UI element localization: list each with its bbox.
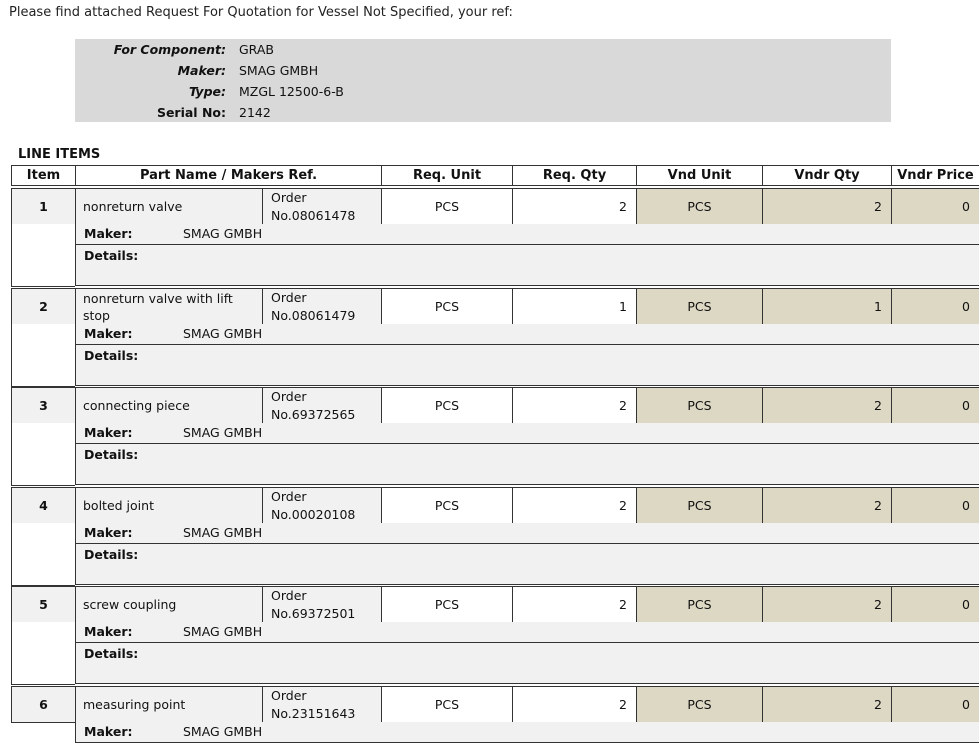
vndr-price-input[interactable]: 0 <box>891 586 979 623</box>
maker-row <box>75 423 979 444</box>
part-name: screw coupling <box>75 586 263 623</box>
part-name: measuring point <box>75 686 263 723</box>
line-items-title: LINE ITEMS <box>18 147 101 162</box>
part-name: connecting piece <box>75 387 263 424</box>
vnd-unit-input[interactable]: PCS <box>636 586 763 623</box>
vnd-unit-input[interactable]: PCS <box>636 387 763 424</box>
details-label: Details: <box>84 447 139 462</box>
makers-ref-line-2: No.08061479 <box>271 307 356 323</box>
maker-value: SMAG GMBH <box>183 425 263 440</box>
makers-ref <box>262 487 382 524</box>
item-number: 1 <box>11 188 76 225</box>
details-row <box>75 544 979 585</box>
maker-row <box>75 224 979 245</box>
for-component-label: For Component: <box>113 42 226 57</box>
makers-ref <box>262 586 382 623</box>
maker-value: SMAG GMBH <box>183 624 263 639</box>
item-spacer <box>11 324 75 387</box>
details-row <box>75 444 979 485</box>
maker-row <box>75 622 979 643</box>
type-info-value: MZGL 12500-6-B <box>239 84 344 99</box>
vndr-qty-input[interactable]: 2 <box>762 686 892 723</box>
type-info-label: Type: <box>188 84 226 99</box>
col-header-req-unit: Req. Unit <box>381 165 513 186</box>
maker-value: SMAG GMBH <box>183 525 263 540</box>
col-header-req-qty: Req. Qty <box>512 165 637 186</box>
col-header-item: Item <box>11 165 76 186</box>
maker-value: SMAG GMBH <box>183 326 263 341</box>
details-label: Details: <box>84 348 139 363</box>
details-row <box>75 345 979 386</box>
req-qty: 2 <box>512 487 637 524</box>
col-header-part: Part Name / Makers Ref. <box>75 165 382 186</box>
makers-ref-line-1: Order <box>271 289 307 305</box>
makers-ref-line-2: No.69372501 <box>271 605 356 621</box>
item-number: 6 <box>11 686 76 723</box>
maker-label: Maker: <box>84 724 133 739</box>
vndr-price-input[interactable]: 0 <box>891 288 979 325</box>
vnd-unit-input[interactable]: PCS <box>636 487 763 524</box>
component-info-box <box>75 39 891 122</box>
vndr-qty-input[interactable]: 2 <box>762 487 892 524</box>
vnd-unit-input[interactable]: PCS <box>636 686 763 723</box>
col-header-vndr-qty: Vndr Qty <box>762 165 892 186</box>
makers-ref <box>262 387 382 424</box>
req-qty: 2 <box>512 188 637 225</box>
vndr-qty-input[interactable]: 2 <box>762 387 892 424</box>
makers-ref-line-2: No.00020108 <box>271 506 356 522</box>
maker-row <box>75 324 979 345</box>
req-unit: PCS <box>381 686 513 723</box>
maker-info-label: Maker: <box>177 63 226 78</box>
vnd-unit-input[interactable]: PCS <box>636 288 763 325</box>
vndr-price-input[interactable]: 0 <box>891 387 979 424</box>
item-number: 2 <box>11 288 76 325</box>
makers-ref-line-1: Order <box>271 687 307 703</box>
details-row <box>75 643 979 684</box>
makers-ref-line-2: No.69372565 <box>271 406 356 422</box>
maker-value: SMAG GMBH <box>183 724 263 739</box>
vndr-price-input[interactable]: 0 <box>891 686 979 723</box>
maker-label: Maker: <box>84 525 133 540</box>
item-number: 4 <box>11 487 76 524</box>
req-qty: 1 <box>512 288 637 325</box>
req-unit: PCS <box>381 188 513 225</box>
makers-ref <box>262 686 382 723</box>
vndr-qty-input[interactable]: 2 <box>762 188 892 225</box>
vnd-unit-input[interactable]: PCS <box>636 188 763 225</box>
part-name: nonreturn valve with lift stop <box>75 288 263 325</box>
col-header-vndr-price: Vndr Price <box>891 165 979 186</box>
req-unit: PCS <box>381 288 513 325</box>
makers-ref-line-2: No.23151643 <box>271 705 356 721</box>
req-qty: 2 <box>512 686 637 723</box>
item-number: 5 <box>11 586 76 623</box>
part-name: nonreturn valve <box>75 188 263 225</box>
maker-value: SMAG GMBH <box>183 226 263 241</box>
serial-info-label: Serial No: <box>156 105 226 120</box>
maker-info-value: SMAG GMBH <box>239 63 319 78</box>
vndr-qty-input[interactable]: 1 <box>762 288 892 325</box>
maker-row <box>75 722 979 743</box>
vndr-qty-input[interactable]: 2 <box>762 586 892 623</box>
item-number: 3 <box>11 387 76 424</box>
maker-row <box>75 523 979 544</box>
intro-text: Please find attached Request For Quotation for Vessel Not Specified, your ref: <box>9 5 513 20</box>
makers-ref-line-1: Order <box>271 587 307 603</box>
item-spacer <box>11 224 75 287</box>
details-row <box>75 245 979 286</box>
item-spacer <box>11 423 75 486</box>
item-spacer <box>11 523 75 586</box>
maker-label: Maker: <box>84 425 133 440</box>
makers-ref-line-2: No.08061478 <box>271 207 356 223</box>
maker-label: Maker: <box>84 624 133 639</box>
vndr-price-input[interactable]: 0 <box>891 188 979 225</box>
details-label: Details: <box>84 646 139 661</box>
req-unit: PCS <box>381 387 513 424</box>
item-spacer <box>11 622 75 685</box>
maker-label: Maker: <box>84 226 133 241</box>
req-unit: PCS <box>381 487 513 524</box>
serial-info-value: 2142 <box>239 105 271 120</box>
req-qty: 2 <box>512 387 637 424</box>
details-label: Details: <box>84 248 139 263</box>
maker-label: Maker: <box>84 326 133 341</box>
makers-ref <box>262 188 382 225</box>
vndr-price-input[interactable]: 0 <box>891 487 979 524</box>
for-component-value: GRAB <box>239 42 274 57</box>
details-label: Details: <box>84 547 139 562</box>
part-name: bolted joint <box>75 487 263 524</box>
makers-ref-line-1: Order <box>271 388 307 404</box>
makers-ref-line-1: Order <box>271 488 307 504</box>
makers-ref-line-1: Order <box>271 189 307 205</box>
req-unit: PCS <box>381 586 513 623</box>
req-qty: 2 <box>512 586 637 623</box>
col-header-vnd-unit: Vnd Unit <box>636 165 763 186</box>
makers-ref <box>262 288 382 325</box>
